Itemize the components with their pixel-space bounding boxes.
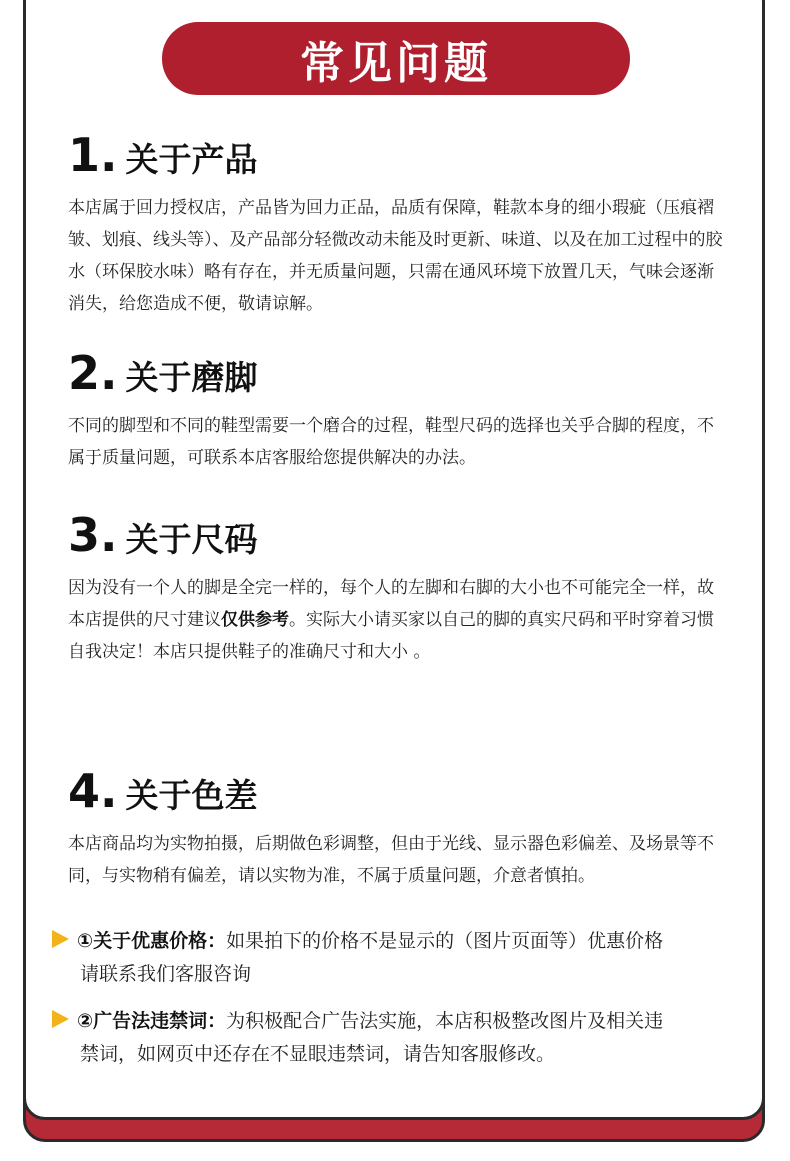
section-body: 不同的脚型和不同的鞋型需要一个磨合的过程，鞋型尺码的选择也关乎合脚的程度，不属于质量问题，可联系本店客服给您提供解决的办法。	[68, 416, 714, 468]
note-label: ①关于优惠价格：	[77, 930, 227, 952]
note-text-line2: 请联系我们客服咨询	[80, 963, 252, 985]
section-body	[68, 572, 728, 668]
section-heading	[68, 346, 728, 400]
note-text-line2: 禁词，如网页中还存在不显眼违禁词，请告知客服修改。	[80, 1043, 556, 1065]
note-text: 为积极配合广告法实施，本店积极整改图片及相关违	[226, 1010, 664, 1032]
section-size	[68, 508, 728, 668]
section-heading	[68, 508, 728, 562]
section-title: 关于磨脚	[125, 358, 258, 397]
note-text: 如果拍下的价格不是显示的（图片页面等）优惠价格	[226, 930, 664, 952]
section-number: 2.	[68, 346, 118, 400]
size-body-text: 因为没有一个人的脚是全完一样的，每个人的左脚和右脚的大小也不可能完全一样，故本店提供的尺寸建议	[68, 578, 714, 630]
section-product	[68, 128, 728, 320]
section-title: 关于产品	[125, 140, 258, 179]
section-title: 关于尺码	[125, 520, 258, 559]
section-color	[68, 764, 728, 892]
triangle-bullet-icon	[52, 930, 69, 948]
size-body-text-rest: 。实际大小请买家以自己的脚的真实尺码和平时穿着习惯自我决定！本店只提供鞋子的准确尺寸和大小 。	[68, 610, 714, 662]
size-body-emphasis: 仅供参考	[221, 610, 289, 630]
banner-title: 常见问题	[300, 37, 492, 89]
section-number: 4.	[68, 764, 118, 818]
section-wear	[68, 346, 728, 474]
section-number: 1.	[68, 128, 118, 182]
triangle-bullet-icon	[52, 1010, 69, 1028]
section-body: 本店属于回力授权店，产品皆为回力正品，品质有保障，鞋款本身的细小瑕疵（压痕褶皱、划痕、线头等）、及产品部分轻微改动未能及时更新、味道、以及在加工过程中的胶水（环保胶水味）略有存在，并无质量问题，只需在通风环境下放置几天，气味会逐渐消失，给您造成不便，敬请谅解。	[68, 198, 723, 314]
note-discount	[52, 925, 732, 991]
section-heading	[68, 128, 728, 182]
section-body: 本店商品均为实物拍摄，后期做色彩调整，但由于光线、显示器色彩偏差、及场景等不同，与实物稍有偏差，请以实物为准，不属于质量问题，介意者慎拍。	[68, 834, 714, 886]
faq-banner	[162, 22, 630, 95]
section-heading	[68, 764, 728, 818]
note-label: ②广告法违禁词：	[77, 1010, 227, 1032]
section-title: 关于色差	[125, 776, 258, 815]
note-ad-law	[52, 1005, 732, 1071]
section-number: 3.	[68, 508, 118, 562]
